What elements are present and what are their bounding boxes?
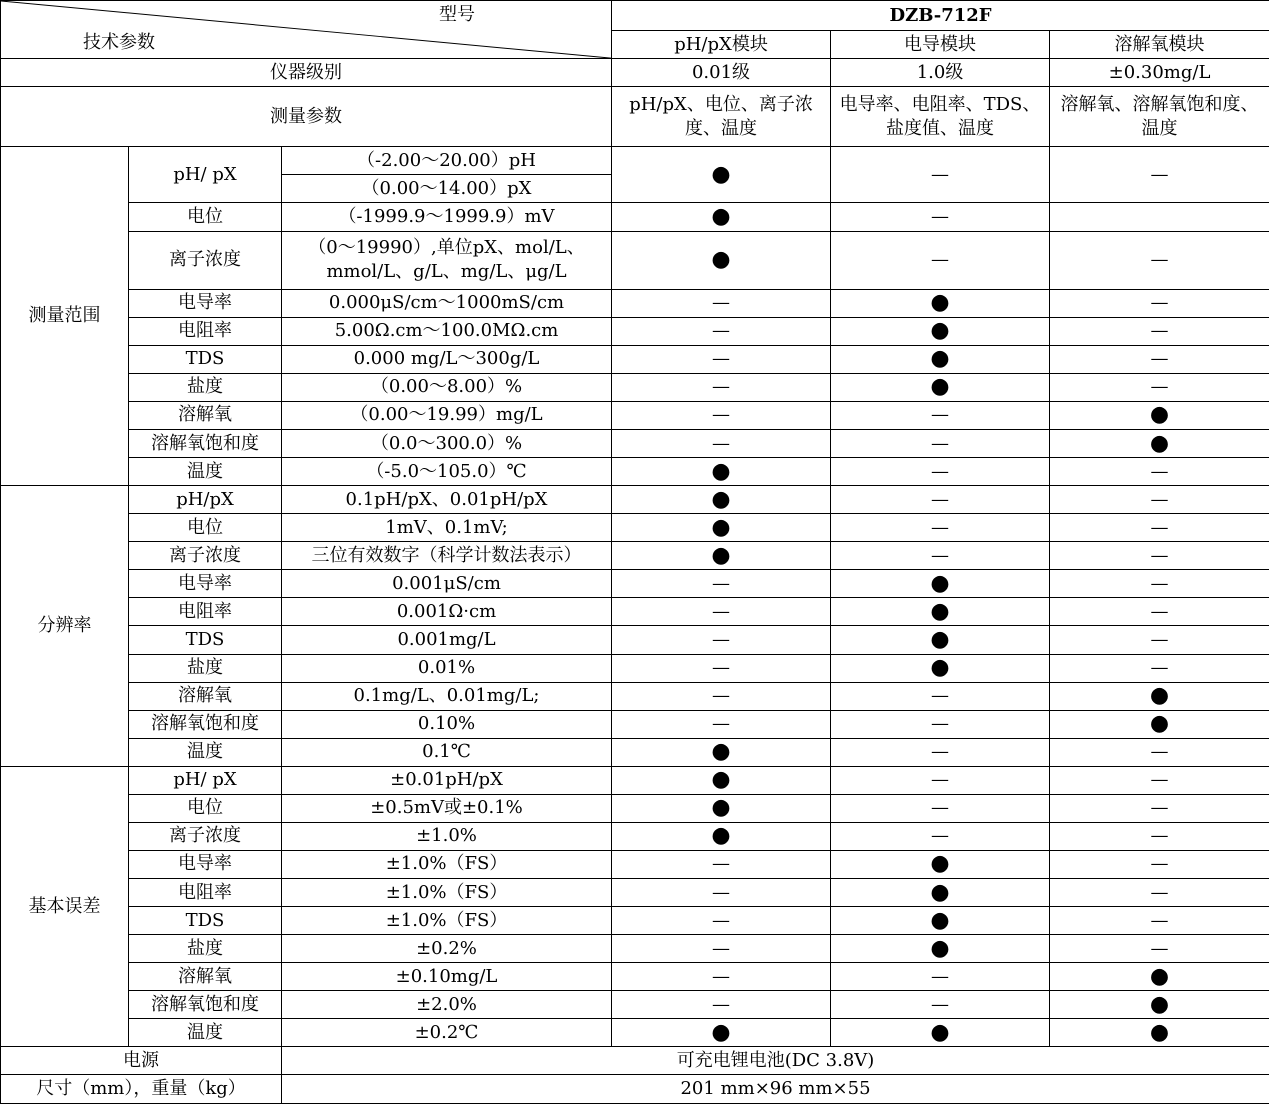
table-row xyxy=(1,710,1269,738)
param-name: 电位 xyxy=(129,514,282,542)
unsupported-mark: — xyxy=(612,907,831,935)
param-label: 技术参数 xyxy=(83,32,155,53)
unsupported-mark: — xyxy=(612,626,831,654)
unsupported-mark: — xyxy=(612,710,831,738)
param-name: 电阻率 xyxy=(129,317,282,345)
param-value: ±0.01pH/pX xyxy=(282,766,612,794)
supported-mark: ● xyxy=(1050,991,1269,1019)
measure-params-oxygen: 溶解氧、溶解氧饱和度、温度 xyxy=(1050,87,1269,147)
param-name: 电导率 xyxy=(129,289,282,317)
supported-mark: ● xyxy=(831,598,1050,626)
unsupported-mark: — xyxy=(1050,317,1269,345)
unsupported-mark: — xyxy=(1050,794,1269,822)
footer-row xyxy=(1,1075,1269,1104)
param-name: 溶解氧 xyxy=(129,963,282,991)
unsupported-mark: — xyxy=(612,598,831,626)
param-value: （0.0～300.0）% xyxy=(282,430,612,458)
unsupported-mark: — xyxy=(831,682,1050,710)
unsupported-mark: — xyxy=(612,373,831,401)
table-row xyxy=(1,963,1269,991)
footer-row xyxy=(1,1047,1269,1075)
supported-mark: ● xyxy=(612,822,831,850)
param-name: pH/pX xyxy=(129,486,282,514)
param-name: 溶解氧 xyxy=(129,682,282,710)
unsupported-mark: — xyxy=(1050,514,1269,542)
unsupported-mark: — xyxy=(1050,570,1269,598)
section-label: 基本误差 xyxy=(1,766,129,1047)
supported-mark: ● xyxy=(612,203,831,231)
table-row xyxy=(1,907,1269,935)
unsupported-mark: — xyxy=(831,766,1050,794)
param-name: 溶解氧饱和度 xyxy=(129,991,282,1019)
param-name: 盐度 xyxy=(129,935,282,963)
supported-mark: ● xyxy=(612,542,831,570)
unsupported-mark: — xyxy=(1050,486,1269,514)
table-row xyxy=(1,231,1269,289)
supported-mark: ● xyxy=(831,1019,1050,1047)
param-value: 三位有效数字（科学计数法表示） xyxy=(282,542,612,570)
param-name: pH/ pX xyxy=(129,766,282,794)
unsupported-mark: — xyxy=(1050,907,1269,935)
unsupported-mark: — xyxy=(1050,458,1269,486)
unsupported-mark: — xyxy=(1050,598,1269,626)
table-row xyxy=(1,317,1269,345)
param-name: 离子浓度 xyxy=(129,231,282,289)
unsupported-mark: — xyxy=(1050,738,1269,766)
unsupported-mark: — xyxy=(831,401,1050,429)
param-value: 0.01% xyxy=(282,654,612,682)
param-name: 电阻率 xyxy=(129,598,282,626)
level-label: 仪器级别 xyxy=(1,59,612,87)
unsupported-mark: — xyxy=(1050,345,1269,373)
unsupported-mark: — xyxy=(831,542,1050,570)
param-value: ±2.0% xyxy=(282,991,612,1019)
param-value: 0.1pH/pX、0.01pH/pX xyxy=(282,486,612,514)
module-oxygen: 溶解氧模块 xyxy=(1050,31,1269,59)
supported-mark: ● xyxy=(831,935,1050,963)
param-name: 电阻率 xyxy=(129,879,282,907)
unsupported-mark: — xyxy=(1050,289,1269,317)
param-value: ±1.0%（FS） xyxy=(282,850,612,878)
unsupported-mark: — xyxy=(831,231,1050,289)
param-name: 盐度 xyxy=(129,654,282,682)
unsupported-mark: — xyxy=(831,794,1050,822)
param-value: 5.00Ω.cm～100.0MΩ.cm xyxy=(282,317,612,345)
table-row xyxy=(1,430,1269,458)
unsupported-mark: — xyxy=(612,317,831,345)
param-name: 离子浓度 xyxy=(129,822,282,850)
measure-params-conductivity: 电导率、电阻率、TDS、盐度值、温度 xyxy=(831,87,1050,147)
unsupported-mark: — xyxy=(612,345,831,373)
supported-mark: ● xyxy=(1050,710,1269,738)
unsupported-mark: — xyxy=(612,401,831,429)
model-label: 型号 xyxy=(439,4,475,25)
table-row xyxy=(1,794,1269,822)
param-value: （-5.0～105.0）℃ xyxy=(282,458,612,486)
param-name: 电导率 xyxy=(129,570,282,598)
footer-value: 201 mm×96 mm×55 xyxy=(282,1075,1269,1104)
section-label: 分辨率 xyxy=(1,486,129,767)
unsupported-mark: — xyxy=(831,430,1050,458)
model-name: DZB-712F xyxy=(612,1,1269,31)
param-value: ±1.0% xyxy=(282,822,612,850)
supported-mark: ● xyxy=(831,850,1050,878)
param-name: 温度 xyxy=(129,1019,282,1047)
param-name: pH/ pX xyxy=(129,147,282,203)
unsupported-mark: — xyxy=(831,203,1050,231)
supported-mark: ● xyxy=(1050,401,1269,429)
supported-mark: ● xyxy=(1050,963,1269,991)
table-row xyxy=(1,373,1269,401)
supported-mark: ● xyxy=(612,231,831,289)
table-row xyxy=(1,542,1269,570)
table-row xyxy=(1,626,1269,654)
unsupported-mark: — xyxy=(831,514,1050,542)
param-value: （0～19990）,单位pX、mol/L、mmol/L、g/L、mg/L、μg/L xyxy=(282,231,612,289)
table-row xyxy=(1,1019,1269,1047)
measure-params-ph: pH/pX、电位、离子浓度、温度 xyxy=(612,87,831,147)
supported-mark: ● xyxy=(612,514,831,542)
param-value: 0.001Ω·cm xyxy=(282,598,612,626)
table-row xyxy=(1,682,1269,710)
param-value: （0.00～14.00）pX xyxy=(282,175,612,203)
unsupported-mark xyxy=(1050,203,1269,231)
unsupported-mark: — xyxy=(1050,935,1269,963)
param-value: （-1999.9～1999.9）mV xyxy=(282,203,612,231)
supported-mark: ● xyxy=(612,458,831,486)
unsupported-mark: — xyxy=(1050,822,1269,850)
level-ph: 0.01级 xyxy=(612,59,831,87)
param-value: 0.1mg/L、0.01mg/L; xyxy=(282,682,612,710)
unsupported-mark: — xyxy=(612,935,831,963)
param-value: ±1.0%（FS） xyxy=(282,879,612,907)
supported-mark: ● xyxy=(831,879,1050,907)
module-conductivity: 电导模块 xyxy=(831,31,1050,59)
footer-label: 电源 xyxy=(1,1047,282,1075)
param-value: 0.1℃ xyxy=(282,738,612,766)
param-name: 溶解氧 xyxy=(129,401,282,429)
param-name: 溶解氧饱和度 xyxy=(129,430,282,458)
unsupported-mark: — xyxy=(612,289,831,317)
unsupported-mark: — xyxy=(1050,879,1269,907)
unsupported-mark: — xyxy=(1050,654,1269,682)
table-row xyxy=(1,879,1269,907)
supported-mark: ● xyxy=(831,317,1050,345)
unsupported-mark: — xyxy=(612,682,831,710)
unsupported-mark: — xyxy=(1050,766,1269,794)
param-value: （0.00～19.99）mg/L xyxy=(282,401,612,429)
param-name: TDS xyxy=(129,345,282,373)
unsupported-mark: — xyxy=(831,147,1050,203)
param-name: 盐度 xyxy=(129,373,282,401)
unsupported-mark: — xyxy=(831,710,1050,738)
table-row xyxy=(1,570,1269,598)
supported-mark: ● xyxy=(831,654,1050,682)
supported-mark: ● xyxy=(831,373,1050,401)
table-row xyxy=(1,738,1269,766)
supported-mark: ● xyxy=(831,570,1050,598)
param-value: （-2.00～20.00）pH xyxy=(282,147,612,175)
table-row xyxy=(1,850,1269,878)
table-row xyxy=(1,935,1269,963)
supported-mark: ● xyxy=(612,766,831,794)
supported-mark: ● xyxy=(831,907,1050,935)
table-row xyxy=(1,289,1269,317)
param-name: 溶解氧饱和度 xyxy=(129,710,282,738)
param-value: ±0.5mV或±0.1% xyxy=(282,794,612,822)
table-row xyxy=(1,766,1269,794)
table-row xyxy=(1,598,1269,626)
unsupported-mark: — xyxy=(1050,850,1269,878)
param-name: TDS xyxy=(129,907,282,935)
supported-mark: ● xyxy=(1050,682,1269,710)
supported-mark: ● xyxy=(1050,1019,1269,1047)
supported-mark: ● xyxy=(831,289,1050,317)
unsupported-mark: — xyxy=(612,991,831,1019)
unsupported-mark: — xyxy=(831,738,1050,766)
unsupported-mark: — xyxy=(831,963,1050,991)
supported-mark: ● xyxy=(831,626,1050,654)
supported-mark: ● xyxy=(612,794,831,822)
footer-label: 尺寸（mm），重量（kg） xyxy=(1,1075,282,1104)
table-row xyxy=(1,345,1269,373)
table-row xyxy=(1,203,1269,231)
supported-mark: ● xyxy=(612,147,831,203)
table-row xyxy=(1,822,1269,850)
section-label: 测量范围 xyxy=(1,147,129,486)
unsupported-mark: — xyxy=(831,822,1050,850)
level-oxygen: ±0.30mg/L xyxy=(1050,59,1269,87)
table-row xyxy=(1,486,1269,514)
unsupported-mark: — xyxy=(1050,626,1269,654)
unsupported-mark: — xyxy=(1050,231,1269,289)
supported-mark: ● xyxy=(831,345,1050,373)
unsupported-mark: — xyxy=(612,570,831,598)
table-row xyxy=(1,514,1269,542)
param-value: 0.000 mg/L～300g/L xyxy=(282,345,612,373)
param-value: 0.001μS/cm xyxy=(282,570,612,598)
supported-mark: ● xyxy=(612,738,831,766)
unsupported-mark: — xyxy=(612,963,831,991)
header-diagonal-cell xyxy=(1,1,612,59)
footer-value: 可充电锂电池(DC 3.8V) xyxy=(282,1047,1269,1075)
unsupported-mark: — xyxy=(612,654,831,682)
param-value: 0.10% xyxy=(282,710,612,738)
param-value: 1mV、0.1mV; xyxy=(282,514,612,542)
param-name: TDS xyxy=(129,626,282,654)
param-value: ±0.2% xyxy=(282,935,612,963)
param-value: 0.001mg/L xyxy=(282,626,612,654)
unsupported-mark: — xyxy=(1050,147,1269,203)
unsupported-mark: — xyxy=(1050,542,1269,570)
unsupported-mark: — xyxy=(831,991,1050,1019)
table-row xyxy=(1,654,1269,682)
supported-mark: ● xyxy=(1050,430,1269,458)
module-ph: pH/pX模块 xyxy=(612,31,831,59)
param-name: 电导率 xyxy=(129,850,282,878)
param-name: 电位 xyxy=(129,203,282,231)
unsupported-mark: — xyxy=(831,458,1050,486)
table-row xyxy=(1,401,1269,429)
param-name: 离子浓度 xyxy=(129,542,282,570)
param-value: ±1.0%（FS） xyxy=(282,907,612,935)
param-value: ±0.10mg/L xyxy=(282,963,612,991)
param-name: 温度 xyxy=(129,458,282,486)
param-value: 0.000μS/cm～1000mS/cm xyxy=(282,289,612,317)
param-name: 电位 xyxy=(129,794,282,822)
level-conductivity: 1.0级 xyxy=(831,59,1050,87)
table-row xyxy=(1,991,1269,1019)
unsupported-mark: — xyxy=(612,430,831,458)
param-name: 温度 xyxy=(129,738,282,766)
param-value: ±0.2℃ xyxy=(282,1019,612,1047)
table-row xyxy=(1,458,1269,486)
measure-label: 测量参数 xyxy=(1,87,612,147)
unsupported-mark: — xyxy=(1050,373,1269,401)
supported-mark: ● xyxy=(612,1019,831,1047)
supported-mark: ● xyxy=(612,486,831,514)
unsupported-mark: — xyxy=(612,850,831,878)
param-value: （0.00～8.00）% xyxy=(282,373,612,401)
table-row xyxy=(1,147,1269,175)
unsupported-mark: — xyxy=(612,879,831,907)
unsupported-mark: — xyxy=(831,486,1050,514)
